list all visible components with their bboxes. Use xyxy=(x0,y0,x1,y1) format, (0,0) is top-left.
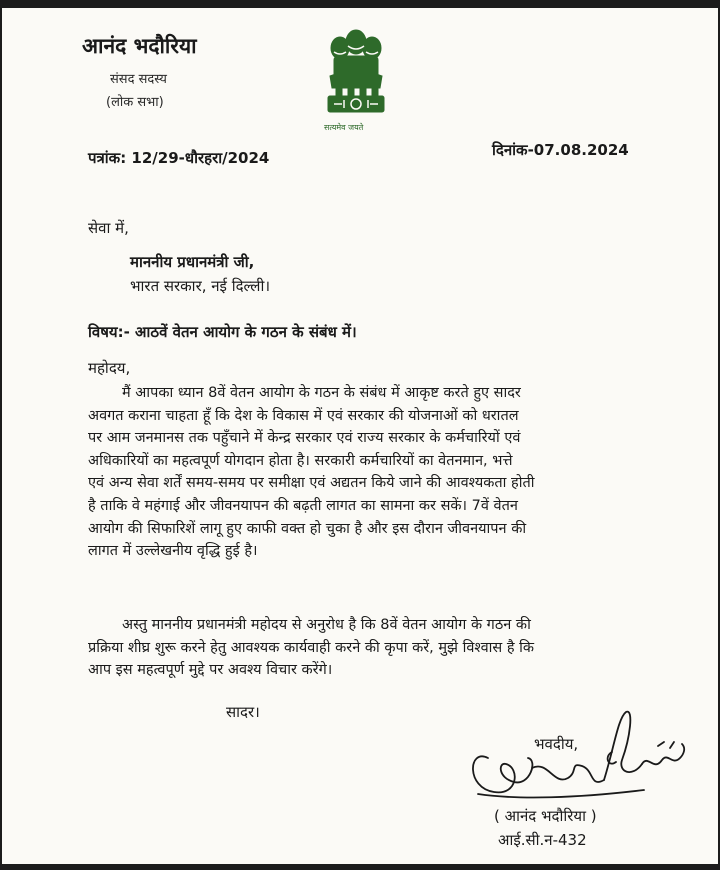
paragraph-line: आप इस महत्वपूर्ण मुद्दे पर अवश्य विचार करेंगे। xyxy=(88,662,333,679)
recipient-address: भारत सरकार, नई दिल्ली। xyxy=(130,277,271,295)
signer-name: ( आनंद भदौरिया ) xyxy=(494,807,597,825)
paragraph-line: प्रक्रिया शीघ्र शुरू करने हेतु आवश्यक कार्यवाही करने की कृपा करें, मुझे विश्वास है कि xyxy=(88,639,535,656)
paragraph-line: अस्तु माननीय प्रधानमंत्री महोदय से अनुरोध है कि 8वें वेतन आयोग के गठन की xyxy=(122,617,531,633)
letterhead-house: (लोक सभा) xyxy=(106,95,164,110)
reference-number: पत्रांक: 12/29-धौरहरा/2024 xyxy=(88,149,270,167)
paragraph-line: आयोग की सिफारिशें लागू हुए काफी वक्त हो चुका है और इस दौरान जीवनयापन की xyxy=(88,520,527,537)
paragraph-line: है ताकि वे महंगाई और जीवनयापन की बढ़ती लागत का सामना कर सकें। 7वें वेतन xyxy=(88,497,518,514)
letterhead-name: आनंद भदौरिया xyxy=(82,34,197,58)
recipient-greeting: सेवा में, xyxy=(88,219,129,237)
recipient-title: माननीय प्रधानमंत्री जी, xyxy=(130,253,255,271)
paragraph-line: मैं आपका ध्यान 8वें वेतन आयोग के गठन के संबंध में आकृष्ट करते हुए सादर xyxy=(122,385,521,401)
closing-yours: भवदीय, xyxy=(534,735,579,753)
letterhead-role: संसद सदस्य xyxy=(110,72,167,87)
paragraph-line: अवगत कराना चाहता हूँ कि देश के विकास में एवं सरकार की योजनाओं को धरातल xyxy=(88,407,519,424)
paragraph-line: एवं अन्य सेवा शर्तें समय-समय पर समीक्षा एवं अद्यतन किये जाने की आवश्यकता होती xyxy=(88,475,535,492)
national-emblem-icon xyxy=(320,26,392,124)
letter-date: दिनांक-07.08.2024 xyxy=(492,141,629,159)
emblem-motto: सत्यमेव जयते xyxy=(324,123,364,132)
paragraph-line: पर आम जनमानस तक पहुँचाने में केन्द्र सरकार एवं राज्य सरकार के कर्मचारियों एवं xyxy=(88,430,521,447)
signer-id: आई.सी.न-432 xyxy=(498,831,587,849)
handwritten-signature xyxy=(458,708,694,806)
paragraph-line: अधिकारियों का महत्वपूर्ण योगदान होता है। सरकारी कर्मचारियों का वेतनमान, भत्ते xyxy=(88,452,513,469)
salutation: महोदय, xyxy=(88,359,131,377)
closing-regards: सादर। xyxy=(226,703,260,721)
paragraph-line: लागत में उल्लेखनीय वृद्धि हुई है। xyxy=(88,543,258,560)
body-paragraph-2 xyxy=(88,614,534,682)
body-paragraph-1 xyxy=(88,382,535,563)
subject-line: विषय:- आठवें वेतन आयोग के गठन के संबंध में। xyxy=(88,323,357,341)
letter-sheet xyxy=(2,8,718,864)
